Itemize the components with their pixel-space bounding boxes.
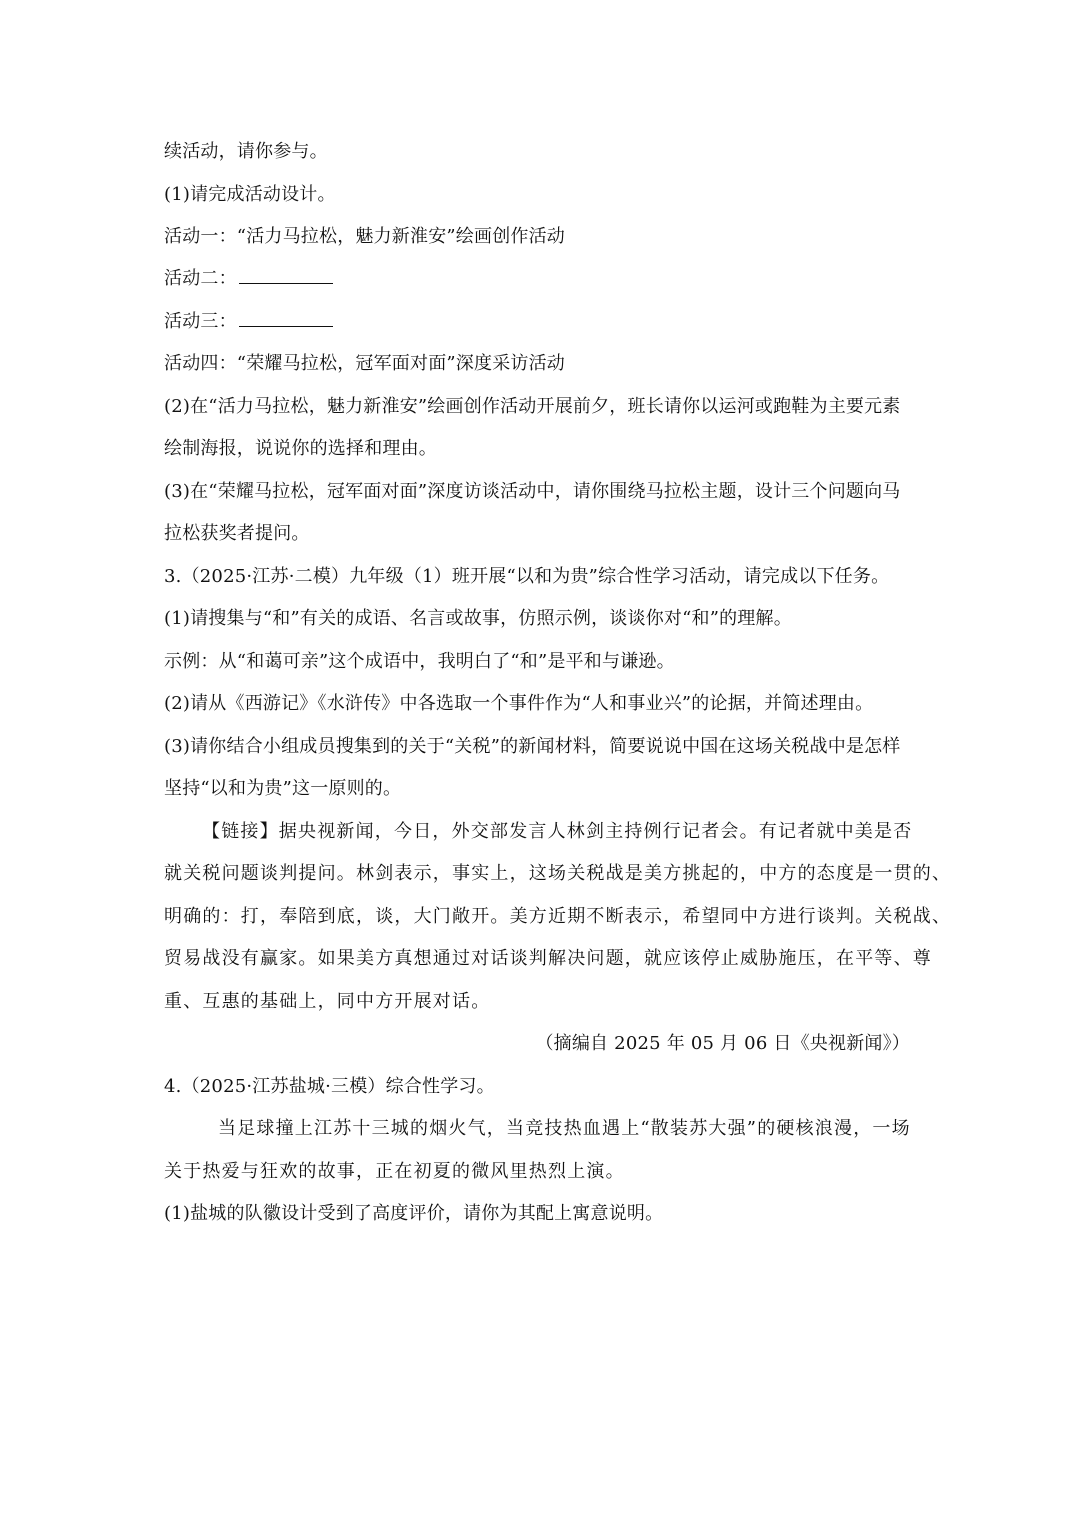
link-line3: 明确的：打，奉陪到底，谈，大门敞开。美方近期不断表示，希望同中方进行谈判。关税战、 (164, 906, 952, 927)
q4-part1: (1)盐城的队徽设计受到了高度评价，请你为其配上寓意说明。 (164, 1203, 664, 1224)
q2-part2-line1: (2)在“活力马拉松，魅力新淮安”绘画创作活动开展前夕，班长请你以运河或跑鞋为主要元素 (164, 396, 901, 417)
q3-part1: (1)请搜集与“和”有关的成语、名言或故事，仿照示例，谈谈你对“和”的理解。 (164, 608, 792, 629)
activity-2 (164, 268, 333, 290)
link-line1: 【链接】据央视新闻，今日，外交部发言人林剑主持例行记者会。有记者就中美是否 (202, 821, 913, 842)
activity-2-blank[interactable] (239, 269, 333, 284)
q3-title: 3.（2025·江苏·二模）九年级（1）班开展“以和为贵”综合性学习活动，请完成以下任务。 (164, 566, 890, 587)
q4-intro-line2: 关于热爱与狂欢的故事，正在初夏的微风里热烈上演。 (164, 1161, 625, 1182)
q3-part3-line1: (3)请你结合小组成员搜集到的关于“关税”的新闻材料，简要说说中国在这场关税战中是怎样 (164, 736, 901, 757)
activity-3-label: 活动三： (164, 311, 237, 332)
activity-4: 活动四：“荣耀马拉松，冠军面对面”深度采访活动 (164, 353, 566, 374)
q2-part1: (1)请完成活动设计。 (164, 184, 336, 205)
link-line5: 重、互惠的基础上，同中方开展对话。 (164, 991, 491, 1012)
q3-part3-line2: 坚持“以和为贵”这一原则的。 (164, 778, 402, 799)
activity-3-blank[interactable] (239, 312, 333, 327)
q3-example: 示例：从“和蔼可亲”这个成语中，我明白了“和”是平和与谦逊。 (164, 651, 675, 672)
q4-title: 4.（2025·江苏盐城·三模）综合性学习。 (164, 1076, 495, 1097)
activity-3 (164, 311, 333, 333)
activity-2-label: 活动二： (164, 268, 237, 289)
q3-part2: (2)请从《西游记》《水浒传》中各选取一个事件作为“人和事业兴”的论据，并简述理由。 (164, 693, 874, 714)
q4-intro-line1: 当足球撞上江苏十三城的烟火气，当竞技热血遇上“散装苏大强”的硬核浪漫，一场 (218, 1118, 911, 1139)
link-line2: 就关税问题谈判提问。林剑表示，事实上，这场关税战是美方挑起的，中方的态度是一贯的、 (164, 863, 952, 884)
q2-part3-line2: 拉松获奖者提问。 (164, 523, 310, 544)
link-source: （摘编自 2025 年 05 月 06 日《央视新闻》） (535, 1033, 910, 1054)
q2-part3-line1: (3)在“荣耀马拉松，冠军面对面”深度访谈活动中，请你围绕马拉松主题，设计三个问题向马 (164, 481, 901, 502)
activity-1: 活动一：“活力马拉松，魅力新淮安”绘画创作活动 (164, 226, 566, 247)
link-line4: 贸易战没有赢家。如果美方真想通过对话谈判解决问题，就应该停止威胁施压，在平等、尊 (164, 948, 932, 969)
q2-part2-line2: 绘制海报，说说你的选择和理由。 (164, 438, 437, 459)
q2-intro-tail: 续活动，请你参与。 (164, 141, 328, 162)
